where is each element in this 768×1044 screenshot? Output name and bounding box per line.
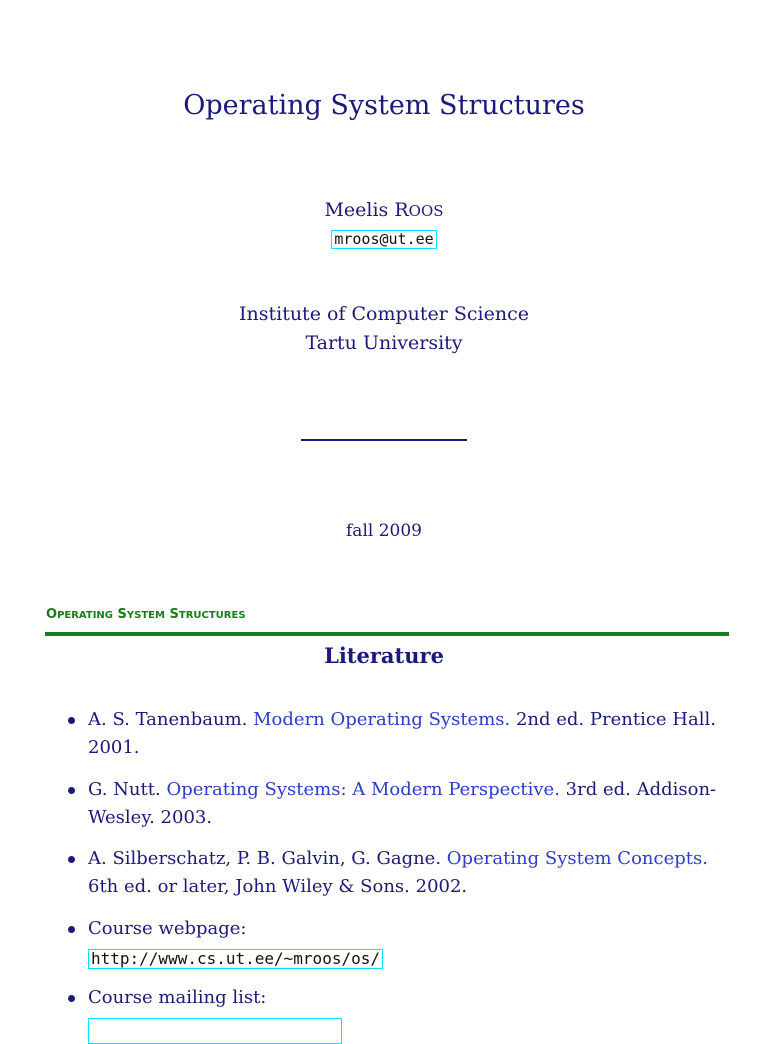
running-head: OPERATING SYSTEM STRUCTURES <box>46 607 246 622</box>
bullet-icon <box>68 926 75 933</box>
section-title: Literature <box>324 643 444 668</box>
webpage-link[interactable]: http://www.cs.ut.ee/~mroos/os/ <box>88 949 383 969</box>
author-last-rest: OOS <box>408 202 444 220</box>
header-rule <box>45 632 729 636</box>
divider-rule <box>301 439 467 441</box>
mailing-list-item <box>68 984 728 1044</box>
bullet-icon <box>68 717 75 724</box>
mailing-list-label: Course mailing list: <box>88 987 267 1008</box>
bullet-icon <box>68 787 75 794</box>
literature-item: A. Silberschatz, P. B. Galvin, G. Gagne. Operating System Concepts. 6th ed. or later, John Wiley & Sons. 2002. <box>68 845 728 901</box>
date: fall 2009 <box>346 521 422 541</box>
author-name <box>0 199 768 221</box>
author-last-initial: R <box>394 199 409 221</box>
author-first: Meelis <box>324 199 389 221</box>
author-email-link[interactable]: mroos@ut.ee <box>331 230 436 249</box>
literature-item: A. S. Tanenbaum. Modern Operating Systems. 2nd ed. Prentice Hall. 2001. <box>68 706 728 762</box>
webpage-item <box>68 915 728 973</box>
mailing-list-link[interactable] <box>88 1018 342 1044</box>
webpage-label: Course webpage: <box>88 918 247 939</box>
email-row <box>0 229 768 249</box>
bullet-icon <box>68 995 75 1002</box>
institution: Institute of Computer Science <box>238 303 529 325</box>
university: Tartu University <box>305 332 463 354</box>
slide-title: Operating System Structures <box>183 90 585 121</box>
literature-item: G. Nutt. Operating Systems: A Modern Perspective. 3rd ed. Addison-Wesley. 2003. <box>68 776 728 832</box>
bullet-icon <box>68 856 75 863</box>
